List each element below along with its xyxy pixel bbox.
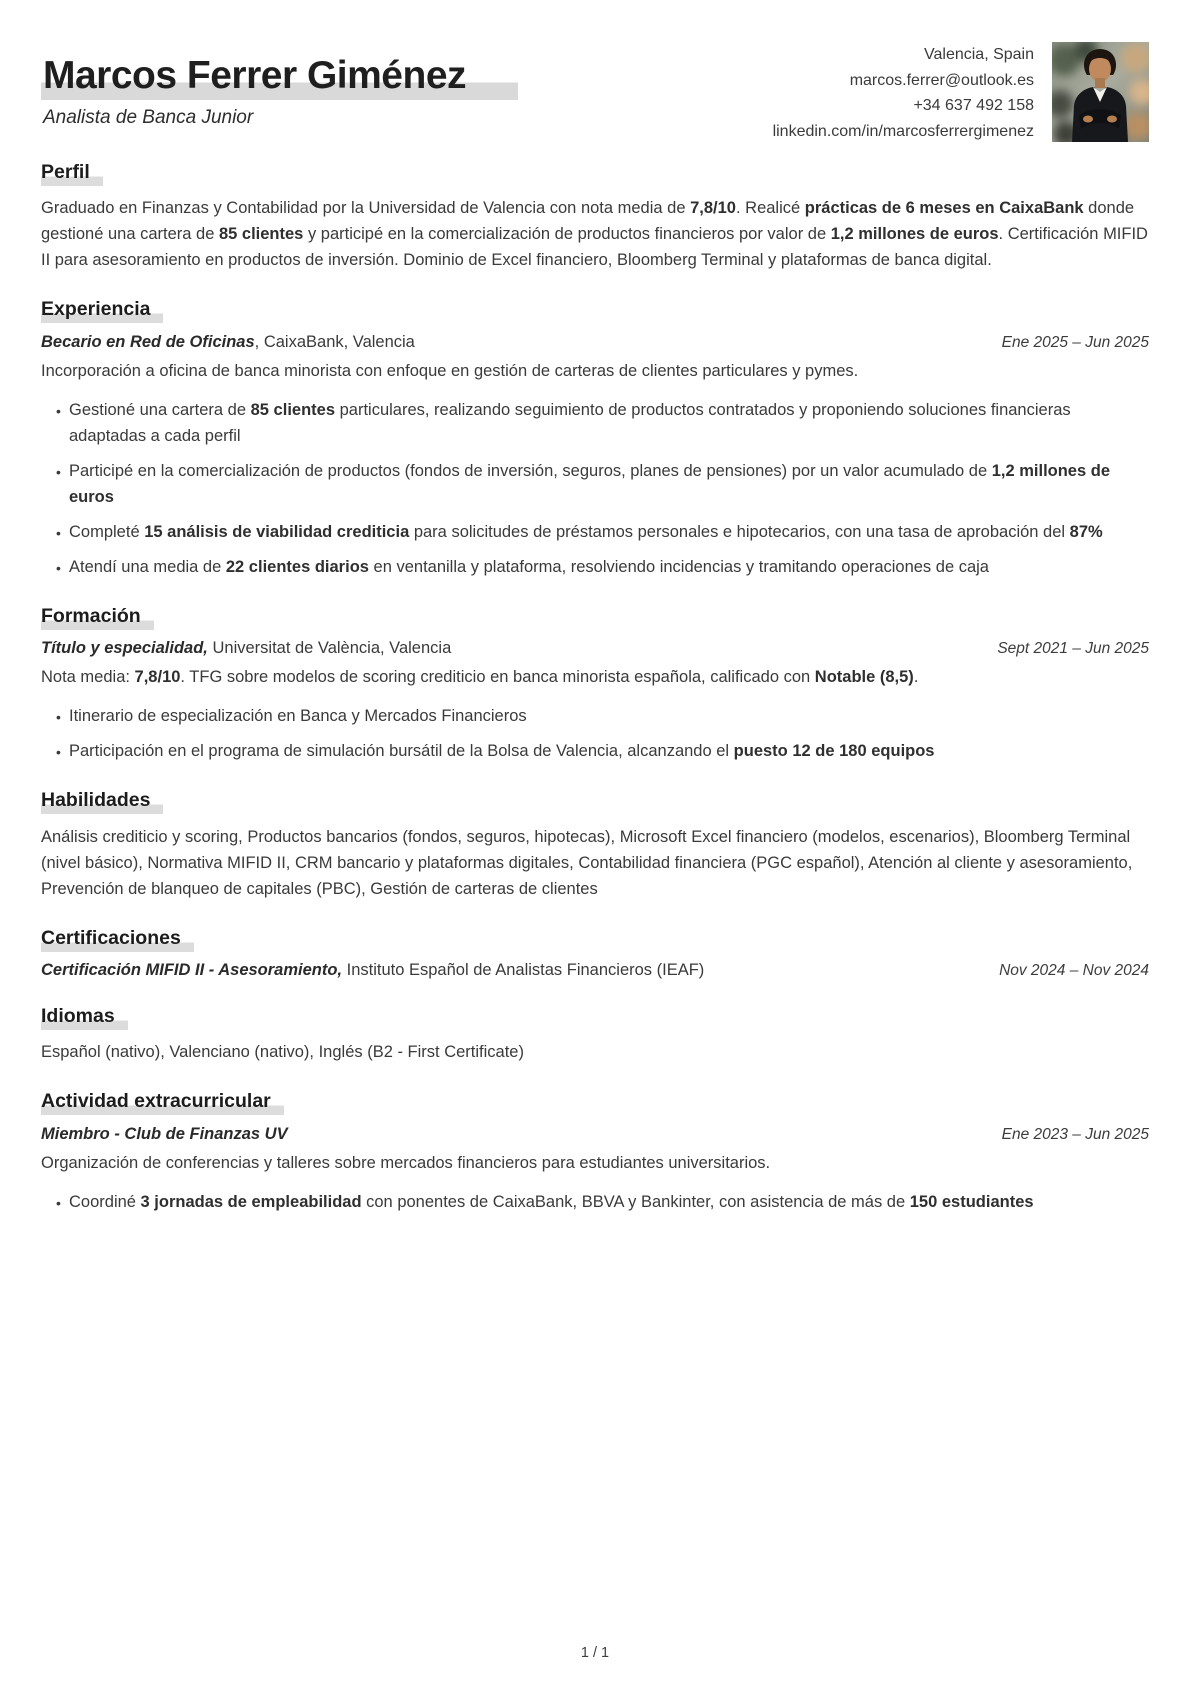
section-heading-actividad: Actividad extracurricular [41, 1090, 1149, 1113]
section-formacion [41, 605, 1149, 764]
entry-summary: Nota media: 7,8/10. TFG sobre modelos de scoring crediticio en banca minorista española, calificado con Notable (8,5). [41, 668, 919, 687]
page-title [41, 54, 773, 99]
contact-linkedin-row [773, 119, 1034, 145]
entry-org: Instituto Español de Analistas Financieros (IEAF) [342, 960, 705, 979]
list-item: • Completé 15 análisis de viabilidad crediticia para solicitudes de préstamos personales e hipotecarios, con una tasa de aprobación del 87% [56, 519, 1149, 545]
section-heading-idiomas: Idiomas [41, 1005, 1149, 1028]
activity-entry-header [41, 1125, 1149, 1144]
header-identity [41, 54, 773, 129]
bullet-list [41, 397, 1149, 580]
contact-email-link[interactable]: marcos.ferrer@outlook.es [849, 71, 1034, 89]
section-certificaciones [41, 927, 1149, 980]
header-contact-area [773, 42, 1149, 144]
list-item: • Atendí una media de 22 clientes diarios en ventanilla y plataforma, resolviendo incidencias y tramitando operaciones de caja [56, 554, 1149, 580]
date-range: Nov 2024 – Nov 2024 [999, 961, 1149, 979]
date-range: Ene 2025 – Jun 2025 [1001, 333, 1149, 351]
candidate-name: Marcos Ferrer Giménez [41, 54, 518, 100]
contact-location: Valencia, Spain [924, 46, 1034, 63]
section-experiencia [41, 298, 1149, 579]
experience-entry-header [41, 333, 1149, 352]
list-item: • Participación en el programa de simulación bursátil de la Bolsa de Valencia, alcanzando el puesto 12 de 180 equipos [56, 738, 1149, 764]
entry-org: , CaixaBank, Valencia [254, 332, 415, 351]
section-heading-experiencia: Experiencia [41, 298, 1149, 321]
entry-title: Becario en Red de Oficinas [41, 332, 255, 351]
section-habilidades [41, 789, 1149, 901]
page-number: 1 / 1 [580, 1645, 610, 1661]
profile-photo-image [1052, 42, 1149, 142]
skills-text: Análisis crediticio y scoring, Productos bancarios (fondos, seguros, hipotecas), Microsoft Excel financiero (modelos, escenarios), Bloomberg Terminal (nivel básico), Normativa MIFID II, CRM bancario y plataformas digitales, Contabilidad financiera (PGC español), Atención al cliente y asesoramiento, Prevención de blanqueo de capitales (PBC), Gestión de carteras de clientes [41, 827, 1133, 898]
entry-title-line [41, 961, 704, 980]
section-heading-perfil: Perfil [41, 161, 1149, 184]
profile-photo [1052, 42, 1149, 142]
contact-linkedin-link[interactable]: linkedin.com/in/marcosferrergimenez [772, 122, 1034, 140]
section-perfil [41, 161, 1149, 273]
section-idiomas [41, 1005, 1149, 1065]
entry-summary: Incorporación a oficina de banca minorista con enfoque en gestión de carteras de clientes particulares y pymes. [41, 361, 859, 380]
bullet-list [41, 703, 1149, 764]
entry-org: Universitat de València, Valencia [207, 639, 452, 658]
languages-text: Español (nativo), Valenciano (nativo), Inglés (B2 - First Certificate) [41, 1043, 524, 1062]
education-entry-header [41, 639, 1149, 658]
header [41, 42, 1149, 144]
list-item: • Participé en la comercialización de productos (fondos de inversión, seguros, planes de pensiones) por un valor acumulado de 1,2 millones de euros [56, 458, 1149, 510]
contact-block [773, 42, 1034, 144]
contact-phone: +34 637 492 158 [913, 97, 1034, 114]
job-title: Analista de Banca Junior [43, 106, 254, 128]
bullet-list [41, 1189, 1149, 1215]
section-actividad-extracurricular [41, 1090, 1149, 1214]
entry-title: Certificación MIFID II - Asesoramiento, [41, 960, 343, 979]
list-item: • Itinerario de especialización en Banca y Mercados Financieros [56, 703, 1149, 729]
date-range: Sept 2021 – Jun 2025 [997, 640, 1149, 658]
entry-title-line [41, 1125, 288, 1144]
section-heading-certificaciones: Certificaciones [41, 927, 1149, 950]
entry-summary: Organización de conferencias y talleres sobre mercados financieros para estudiantes universitarios. [41, 1153, 771, 1172]
entry-title-line [41, 333, 415, 352]
section-heading-formacion: Formación [41, 605, 1149, 628]
list-item: • Coordiné 3 jornadas de empleabilidad con ponentes de CaixaBank, BBVA y Bankinter, con asistencia de más de 150 estudiantes [56, 1189, 1149, 1215]
certification-entry-header [41, 961, 1149, 980]
contact-email-row [773, 68, 1034, 94]
section-heading-habilidades: Habilidades [41, 789, 1149, 812]
date-range: Ene 2023 – Jun 2025 [1001, 1125, 1149, 1143]
entry-title: Miembro - Club de Finanzas UV [41, 1124, 288, 1143]
perfil-text: Graduado en Finanzas y Contabilidad por la Universidad de Valencia con nota media de 7,8/10. Realicé prácticas de 6 meses en CaixaBank donde gestioné una cartera de 85 clientes y participé en la comercialización de productos financieros por valor de 1,2 millones de euros. Certificación MIFID II para asesoramiento en productos de inversión. Dominio de Excel financiero, Bloomberg Terminal y plataformas de banca digital. [41, 199, 1148, 270]
entry-title: Título y especialidad, [41, 639, 208, 658]
entry-title-line [41, 639, 451, 658]
list-item: • Gestioné una cartera de 85 clientes particulares, realizando seguimiento de productos contratados y proponiendo soluciones financieras adaptadas a cada perfil [56, 397, 1149, 449]
